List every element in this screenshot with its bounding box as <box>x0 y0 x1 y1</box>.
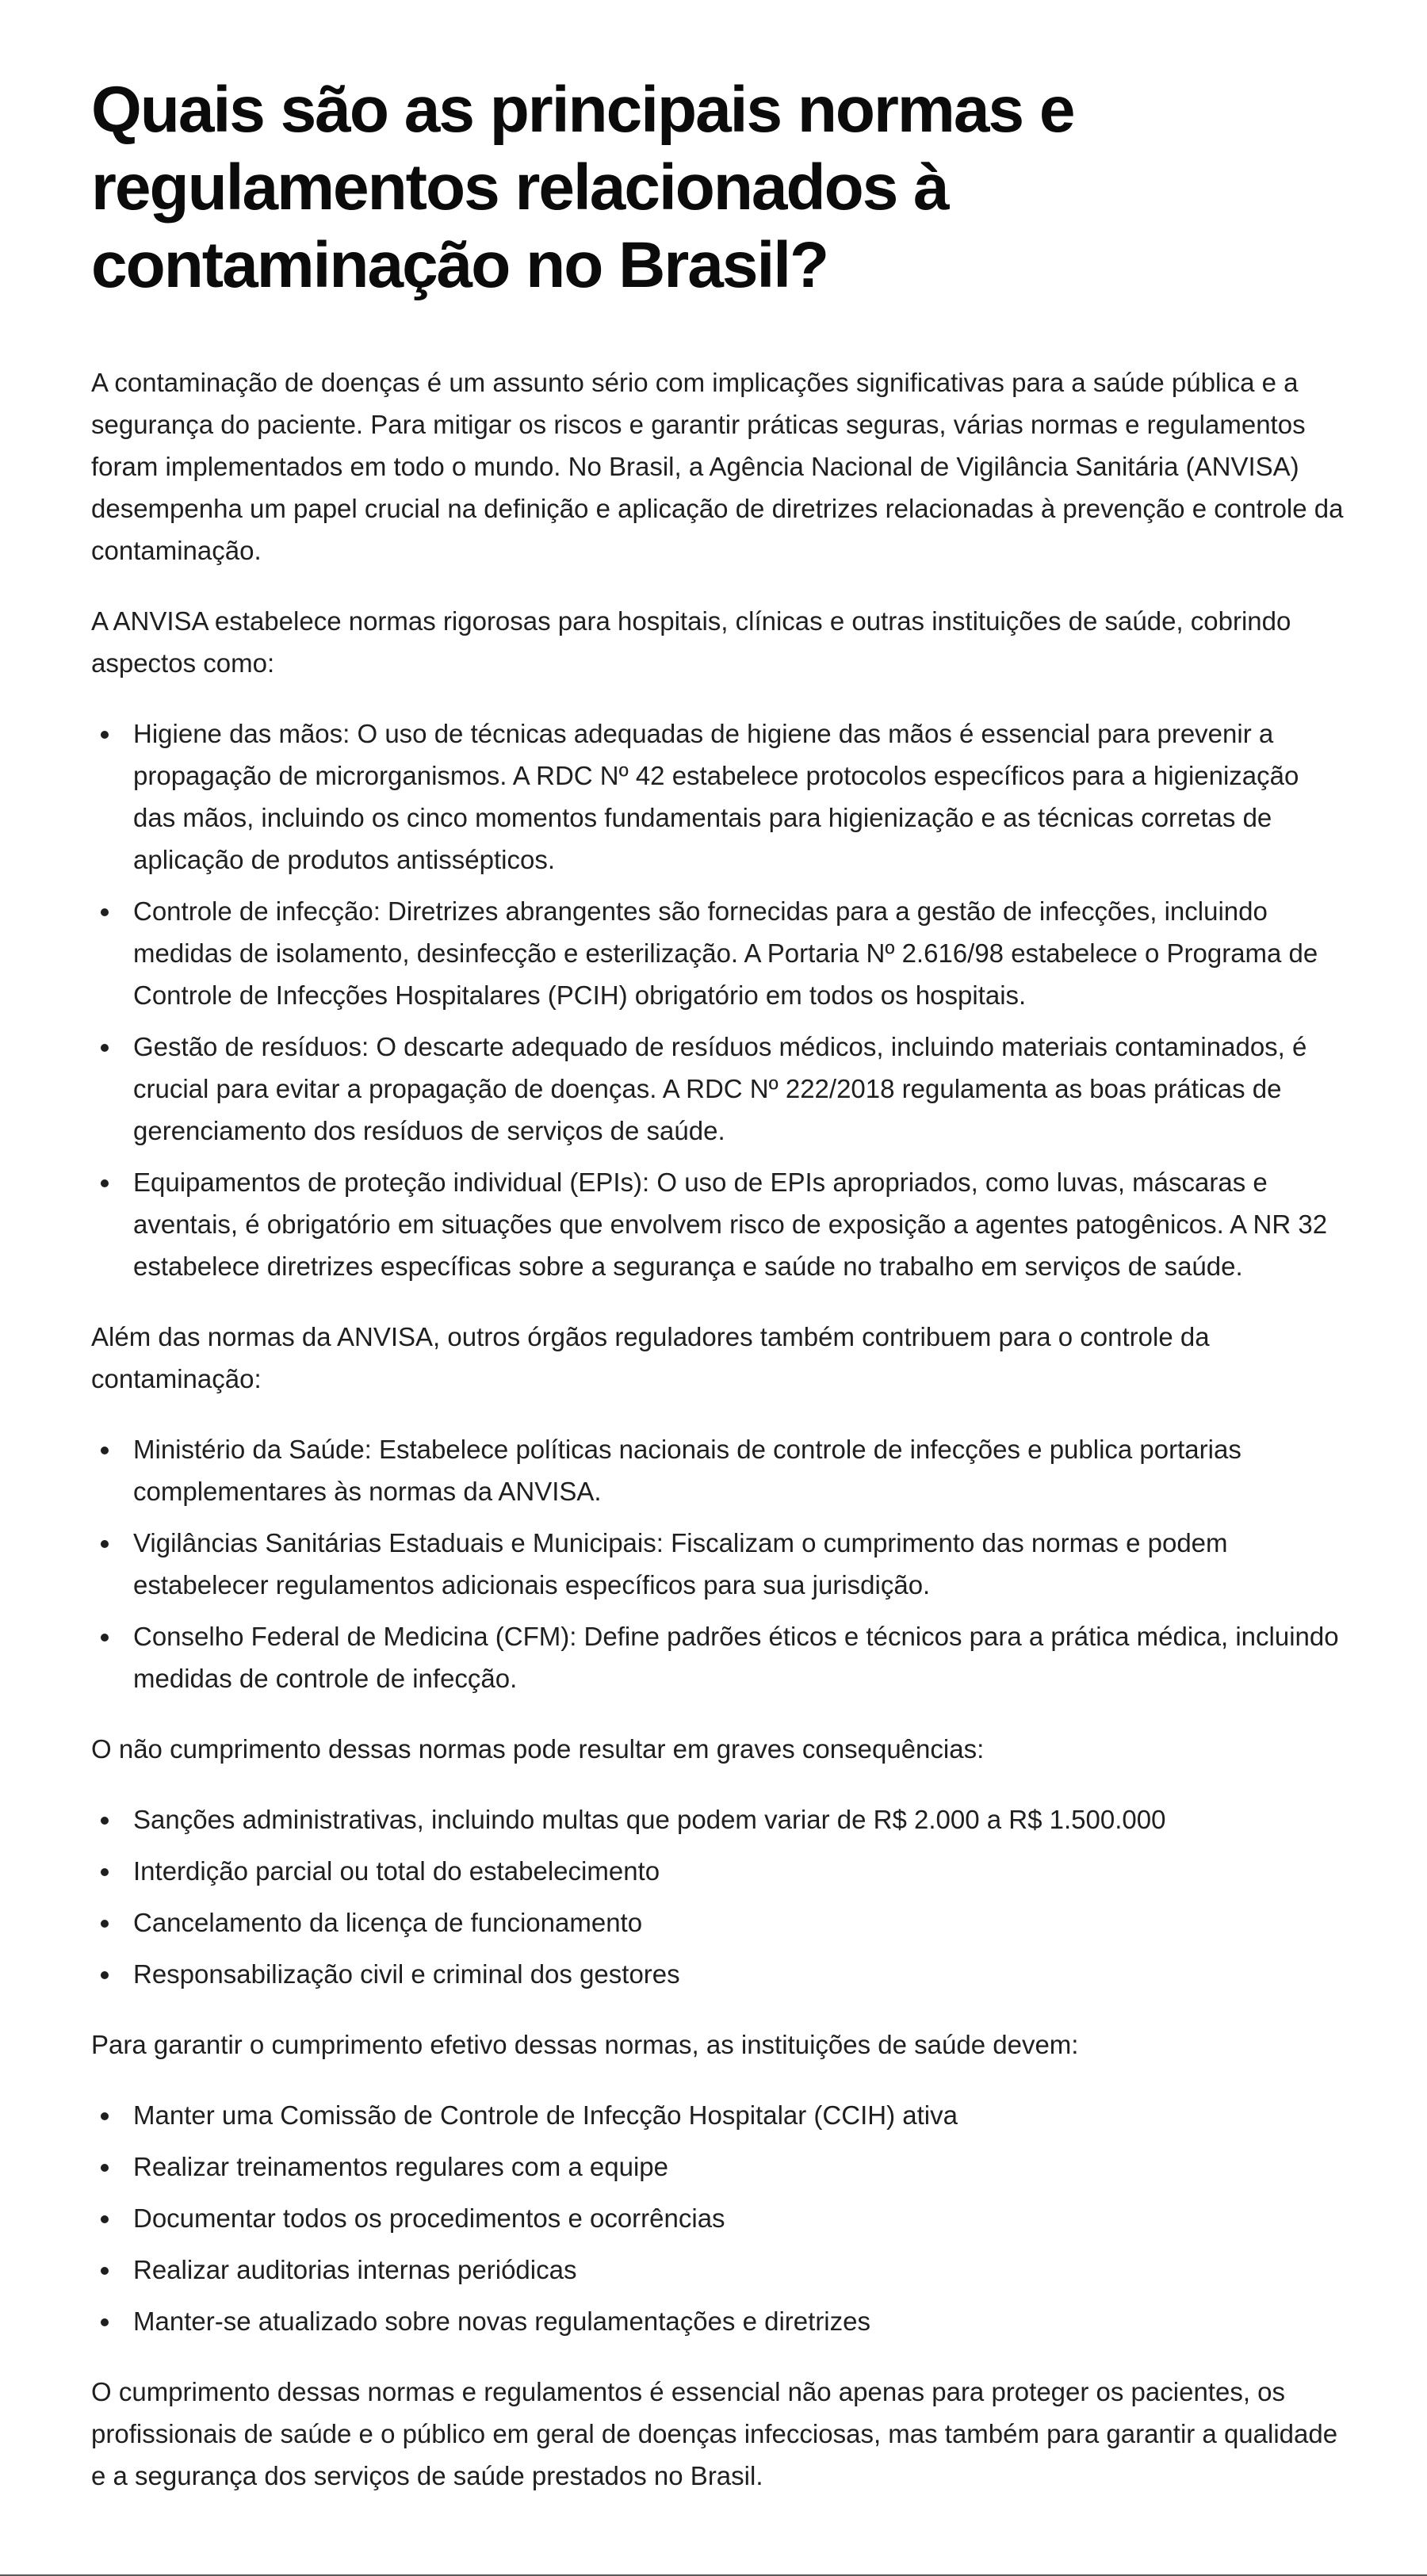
list-item: Higiene das mãos: O uso de técnicas adequadas de higiene das mãos é essencial para prevenir a propagação de microrganismos. A RDC Nº 42 estabelece protocolos específicos para a higienização das mãos, incluindo os cinco momentos fundamentais para higienização e as técnicas corretas de aplicação de produtos antissépticos. <box>133 713 1344 881</box>
list-item: Gestão de resíduos: O descarte adequado de resíduos médicos, incluindo materiais contaminados, é crucial para evitar a propagação de doenças. A RDC Nº 222/2018 regulamenta as boas práticas de gerenciamento dos resíduos de serviços de saúde. <box>133 1026 1344 1152</box>
list-item: Conselho Federal de Medicina (CFM): Define padrões éticos e técnicos para a prática médica, incluindo medidas de controle de infecção. <box>133 1615 1344 1699</box>
list-item: Controle de infecção: Diretrizes abrangentes são fornecidas para a gestão de infecções, incluindo medidas de isolamento, desinfecção e esterilização. A Portaria Nº 2.616/98 estabelece o Programa de Controle de Infecções Hospitalares (PCIH) obrigatório em todos os hospitais. <box>133 890 1344 1016</box>
list-item: Sanções administrativas, incluindo multas que podem variar de R$ 2.000 a R$ 1.500.000 <box>133 1798 1344 1840</box>
anvisa-norms-list <box>91 713 1344 1287</box>
list-item: Manter-se atualizado sobre novas regulamentações e diretrizes <box>133 2300 1344 2342</box>
list-item: Ministério da Saúde: Estabelece políticas nacionais de controle de infecções e publica portarias complementares às normas da ANVISA. <box>133 1428 1344 1512</box>
consequences-list <box>91 1798 1344 1995</box>
article <box>91 71 1344 2525</box>
compliance-paragraph: Para garantir o cumprimento efetivo dessas normas, as instituições de saúde devem: <box>91 2030 1079 2059</box>
list-item: Vigilâncias Sanitárias Estaduais e Municipais: Fiscalizam o cumprimento das normas e podem estabelecer regulamentos adicionais específicos para sua jurisdição. <box>133 1522 1344 1606</box>
intro-paragraph: A contaminação de doenças é um assunto sério com implicações significativas para a saúde pública e a segurança do paciente. Para mitigar os riscos e garantir práticas seguras, várias normas e regulamentos foram implementados em todo o mundo. No Brasil, a Agência Nacional de Vigilância Sanitária (ANVISA) desempenha um papel crucial na definição e aplicação de diretrizes relacionadas à prevenção e controle da contaminação. <box>91 368 1344 565</box>
list-item: Equipamentos de proteção individual (EPIs): O uso de EPIs apropriados, como luvas, máscaras e aventais, é obrigatório em situações que envolvem risco de exposição a agentes patogênicos. A NR 32 estabelece diretrizes específicas sobre a segurança e saúde no trabalho em serviços de saúde. <box>133 1161 1344 1287</box>
other-regulators-list <box>91 1428 1344 1699</box>
list-item: Interdição parcial ou total do estabelecimento <box>133 1850 1344 1892</box>
anvisa-intro-paragraph: A ANVISA estabelece normas rigorosas para hospitais, clínicas e outras instituições de saúde, cobrindo aspectos como: <box>91 606 1291 678</box>
compliance-list <box>91 2094 1344 2342</box>
consequences-paragraph: O não cumprimento dessas normas pode resultar em graves consequências: <box>91 1734 985 1764</box>
list-item: Manter uma Comissão de Controle de Infecção Hospitalar (CCIH) ativa <box>133 2094 1344 2136</box>
list-item: Realizar auditorias internas periódicas <box>133 2249 1344 2291</box>
list-item: Documentar todos os procedimentos e ocorrências <box>133 2197 1344 2239</box>
conclusion-paragraph: O cumprimento dessas normas e regulamentos é essencial não apenas para proteger os pacientes, os profissionais de saúde e o público em geral de doenças infecciosas, mas também para garantir a qualidade e a segurança dos serviços de saúde prestados no Brasil. <box>91 2377 1338 2490</box>
other-regulators-paragraph: Além das normas da ANVISA, outros órgãos reguladores também contribuem para o controle da contaminação: <box>91 1322 1210 1393</box>
list-item: Realizar treinamentos regulares com a equipe <box>133 2146 1344 2188</box>
list-item: Cancelamento da licença de funcionamento <box>133 1901 1344 1943</box>
page-title: Quais são as principais normas e regulamentos relacionados à contaminação no Brasil? <box>91 74 1074 301</box>
list-item: Responsabilização civil e criminal dos gestores <box>133 1953 1344 1995</box>
